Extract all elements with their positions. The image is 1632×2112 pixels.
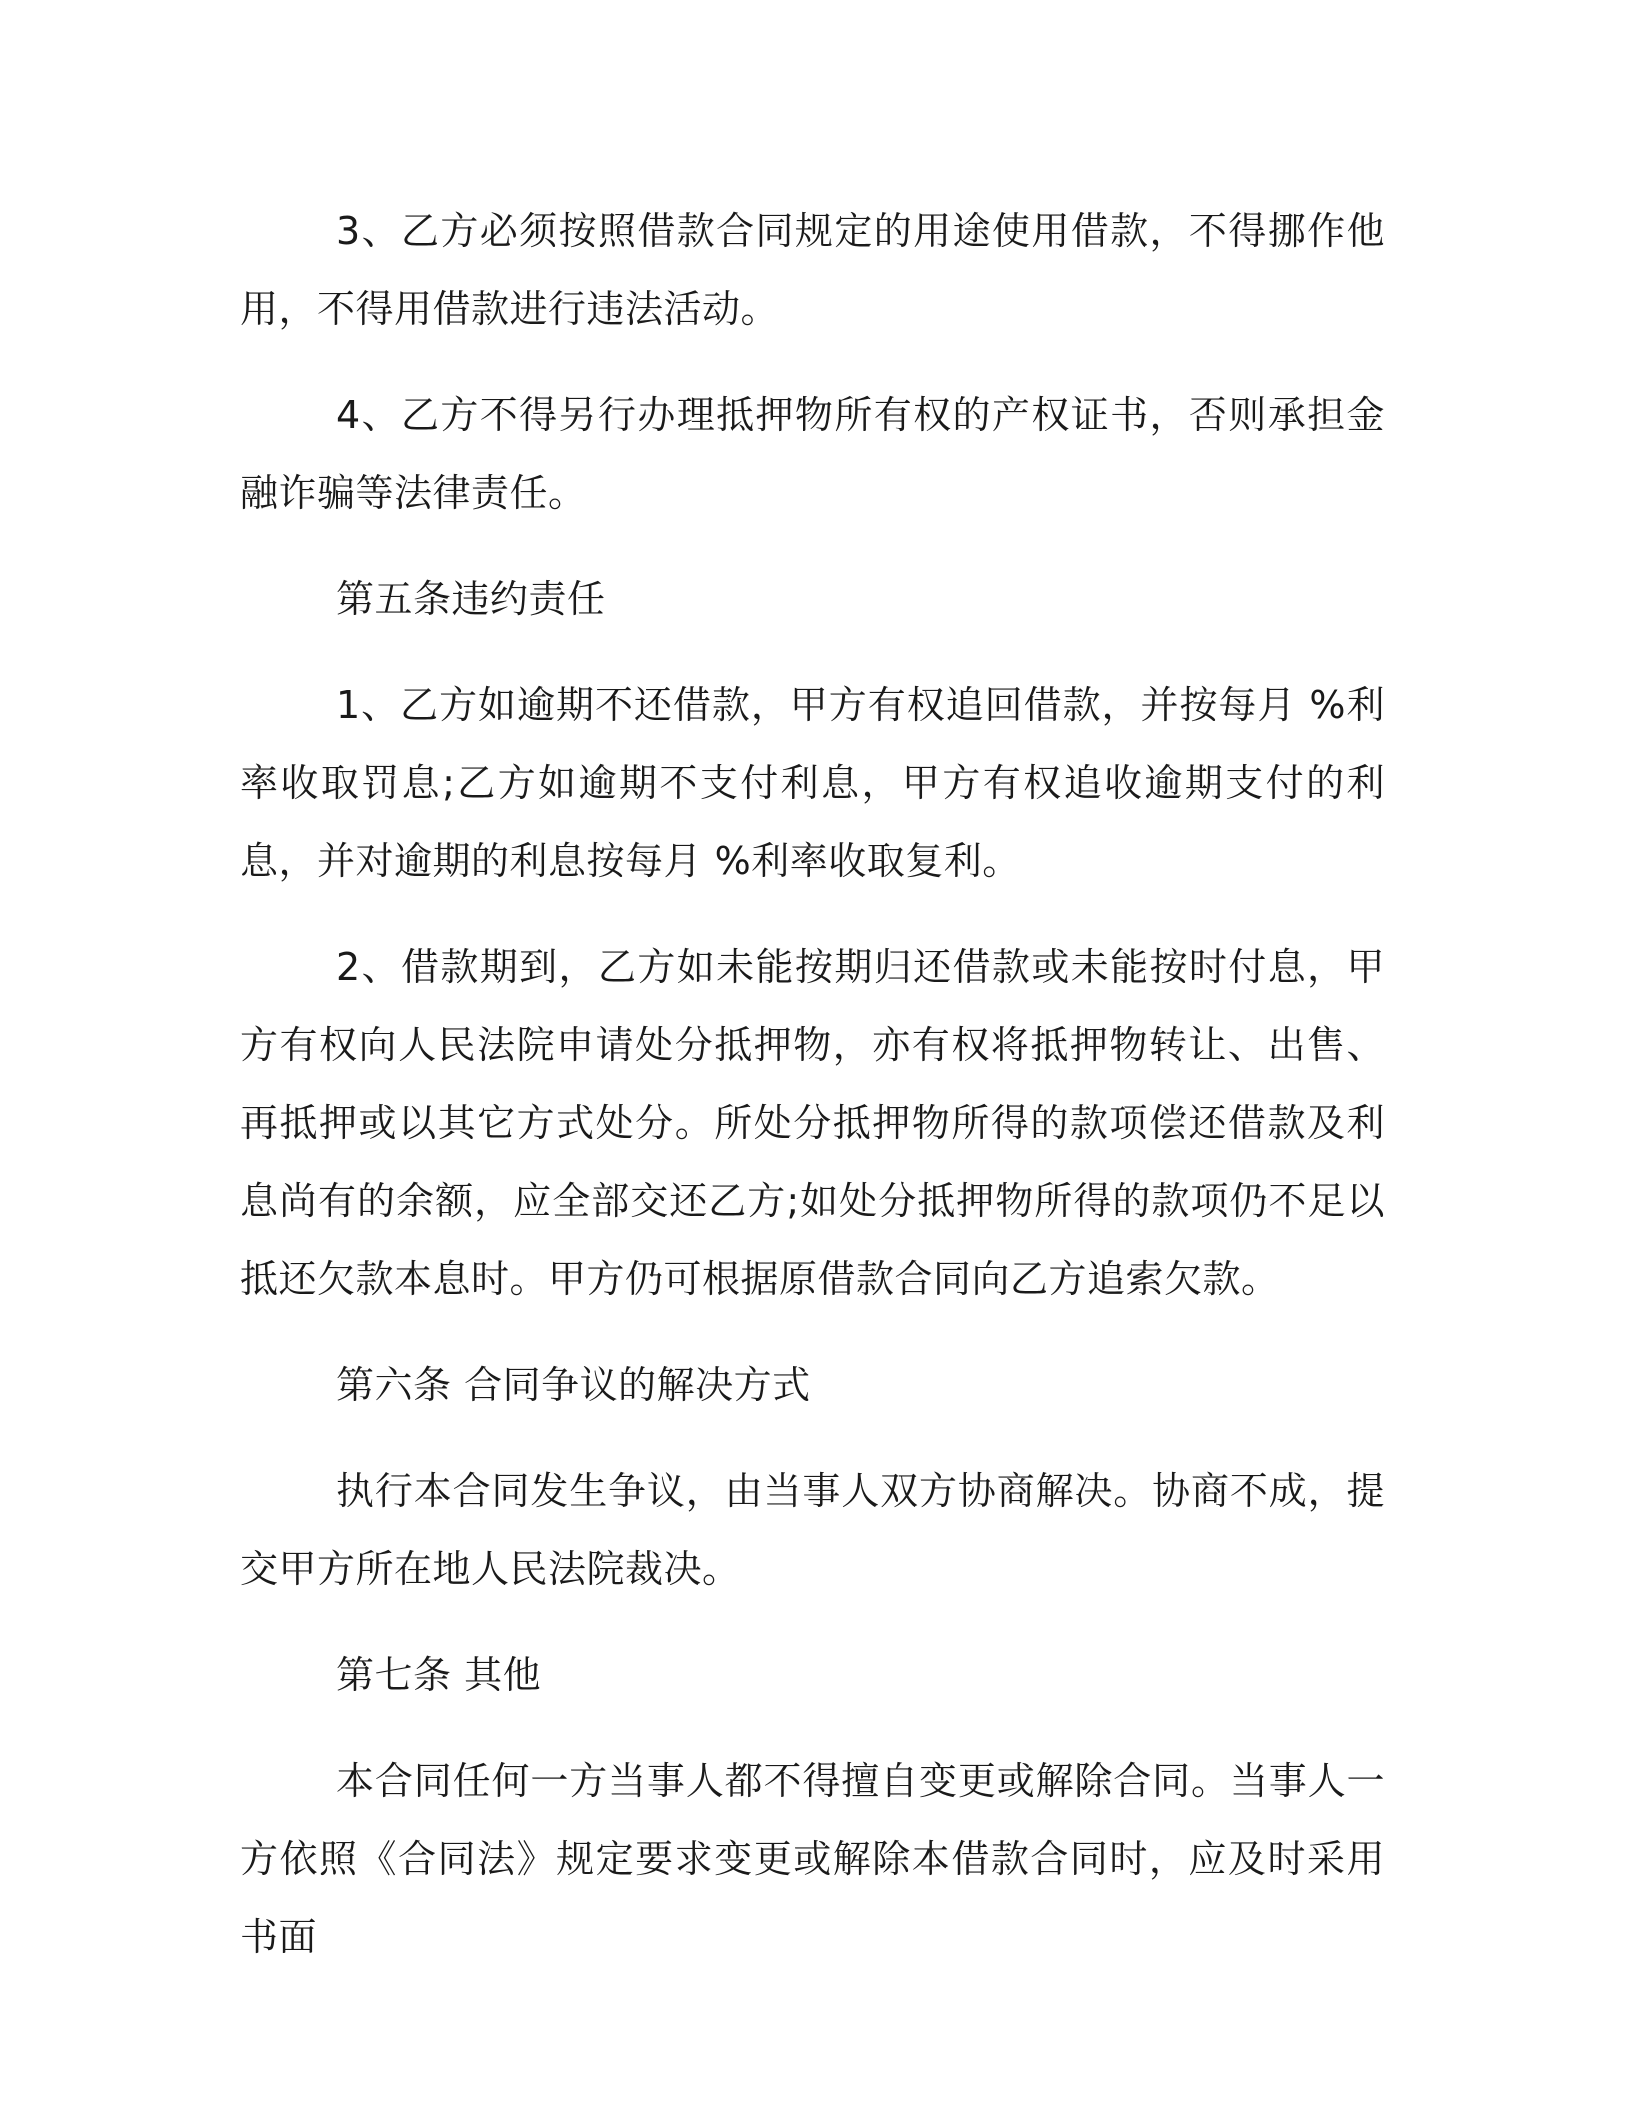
clause-paragraph: 3、乙方必须按照借款合同规定的用途使用借款，不得挪作他用，不得用借款进行违法活动。 (240, 209, 1385, 331)
document-body (240, 192, 1385, 1976)
clause-paragraph: 2、借款期到，乙方如未能按期归还借款或未能按时付息，甲方有权向人民法院申请处分抵押物，亦有权将抵押物转让、出售、再抵押或以其它方式处分。所处分抵押物所得的款项偿还借款及利息尚有的余额，应全部交还乙方;如处分抵押物所得的款项仍不足以抵还欠款本息时。甲方仍可根据原借款合同向乙方追索欠款。 (240, 945, 1385, 1301)
clause-paragraph: 执行本合同发生争议，由当事人双方协商解决。协商不成，提交甲方所在地人民法院裁决。 (240, 1469, 1385, 1591)
clause-paragraph: 4、乙方不得另行办理抵押物所有权的产权证书，否则承担金融诈骗等法律责任。 (240, 393, 1385, 515)
clause-paragraph: 本合同任何一方当事人都不得擅自变更或解除合同。当事人一方依照《合同法》规定要求变更或解除本借款合同时，应及时采用书面 (240, 1759, 1385, 1959)
section-heading: 第六条 合同争议的解决方式 (336, 1363, 811, 1407)
section-heading: 第五条违约责任 (336, 577, 606, 621)
section-heading: 第七条 其他 (336, 1653, 542, 1697)
clause-paragraph: 1、乙方如逾期不还借款，甲方有权追回借款，并按每月 %利率收取罚息;乙方如逾期不支付利息，甲方有权追收逾期支付的利息，并对逾期的利息按每月 %利率收取复利。 (240, 683, 1385, 883)
